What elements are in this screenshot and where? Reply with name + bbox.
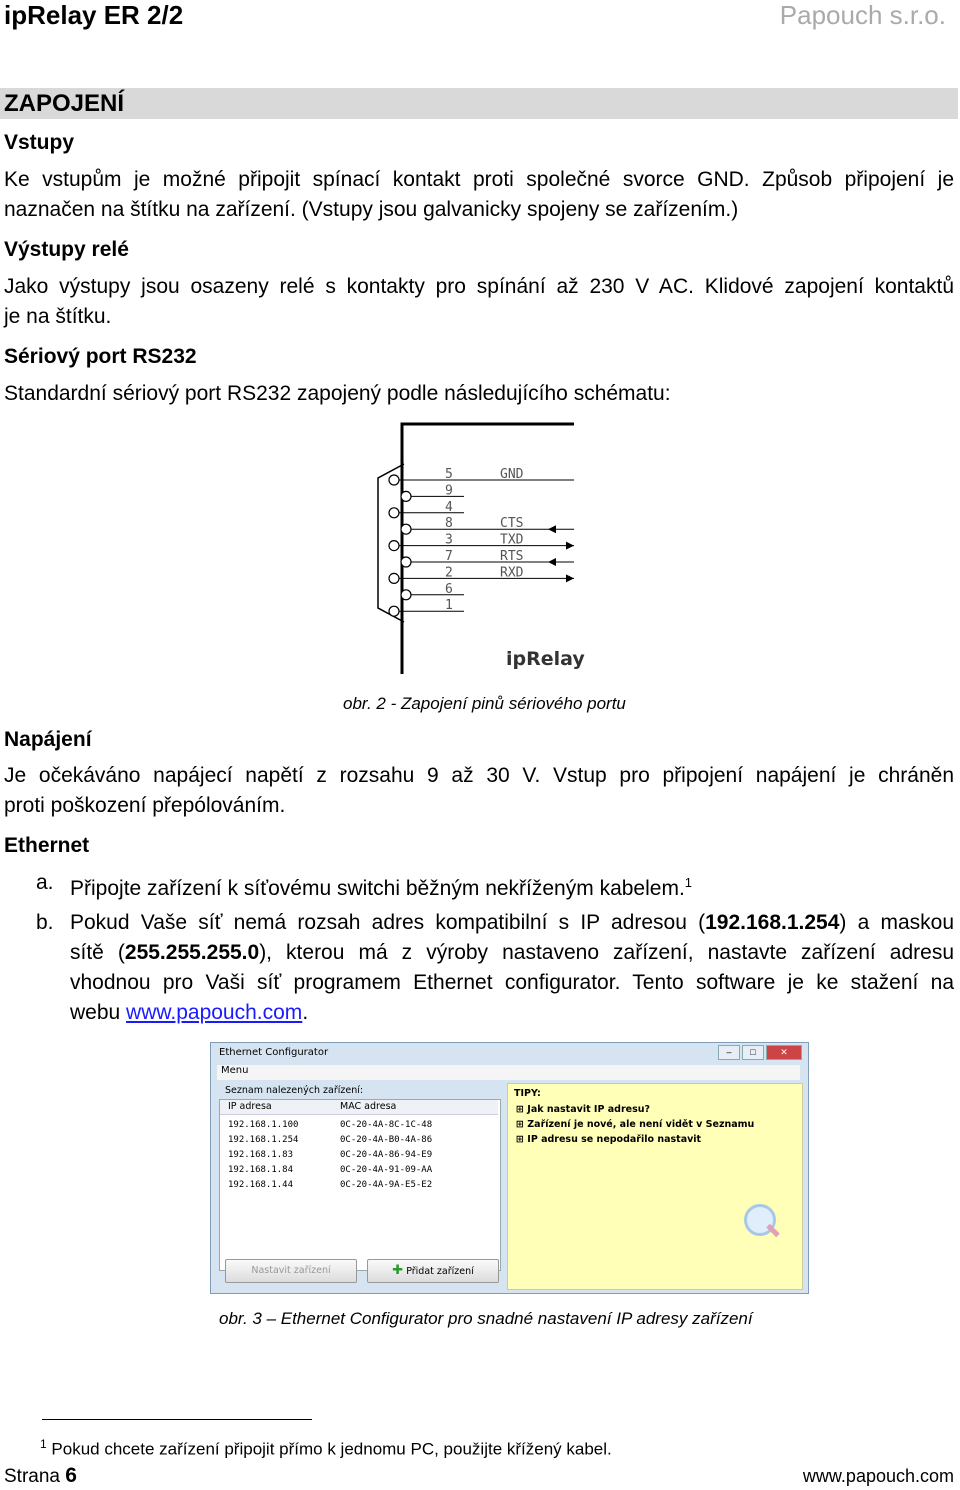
item-b-line4 (70, 998, 954, 1028)
expand-icon: ⊞ (516, 1104, 528, 1115)
pin-label: 3 (445, 532, 453, 548)
serial-caption: obr. 2 - Zapojení pinů sériového portu (343, 694, 626, 713)
item-a-marker: a. (36, 871, 54, 894)
pin-label: 8 (445, 516, 453, 532)
signal-arrow (548, 558, 556, 566)
section-title: ZAPOJENÍ (4, 90, 125, 117)
menu-item[interactable]: Menu (221, 1065, 249, 1076)
footnote (40, 1437, 612, 1460)
col-mac-header: MAC adresa (340, 1101, 397, 1112)
power-line1: Je očekáváno napájecí napětí z rozsahu 9 až 30 V. Vstup pro připojení napájení je chráněn (4, 764, 954, 787)
pin-label: 6 (445, 581, 453, 597)
default-ip: 192.168.1.254 (705, 911, 840, 934)
row-mac: 0C-20-4A-91-09-AA (340, 1165, 433, 1175)
pin-circle (389, 606, 399, 616)
pin-circle (401, 491, 411, 501)
b-line2-pre: sítě ( (70, 941, 125, 964)
footer-url: www.papouch.com (802, 1466, 954, 1486)
add-device-label: Přidat zařízení (406, 1266, 474, 1277)
signal-label: GND (500, 467, 524, 482)
signal-label: TXD (500, 532, 524, 548)
signal-label: CTS (500, 516, 524, 532)
configurator-caption: obr. 3 – Ethernet Configurator pro snadné nastavení IP adresy zařízení (219, 1309, 753, 1328)
row-ip: 192.168.1.83 (228, 1150, 294, 1160)
tip-label: Jak nastavit IP adresu? (527, 1104, 651, 1115)
serial-text: Standardní sériový port RS232 zapojený podle následujícího schématu: (4, 382, 671, 405)
device-label: ipRelay (506, 648, 585, 670)
rs232-schematic (370, 418, 590, 680)
window-controls (718, 1045, 802, 1060)
signal-arrow (548, 525, 556, 533)
minimize-icon[interactable]: – (718, 1045, 740, 1060)
b-line2-post: ), kterou má z výroby nastaveno zařízení, nastavte zařízení adresu (259, 941, 954, 964)
tip-item[interactable] (516, 1104, 650, 1115)
device-list-title: Seznam nalezených zařízení: (225, 1085, 364, 1096)
item-b-marker: b. (36, 911, 54, 934)
pin-label: 7 (445, 549, 453, 564)
b-line4-pre: webu (70, 1001, 127, 1024)
pin-circle (389, 475, 399, 485)
tips-pane (507, 1083, 803, 1290)
document-title: ipRelay ER 2/2 (4, 0, 184, 30)
row-mac: 0C-20-4A-9A-E5-E2 (340, 1180, 433, 1190)
window-title: Ethernet Configurator (219, 1047, 329, 1058)
item-b-line2 (70, 938, 954, 968)
item-a-text (70, 868, 950, 904)
signal-label: RTS (500, 549, 524, 564)
b-line1-pre: Pokud Vaše síť nemá rozsah adres kompatibilní s IP adresou ( (70, 911, 706, 934)
page-number (4, 1464, 77, 1488)
section-bar (0, 88, 958, 119)
pin-circle (401, 590, 411, 600)
footnote-text: Pokud chcete zařízení připojit přímo k jednomu PC, použijte křížený kabel. (51, 1439, 612, 1459)
pin-circle (389, 541, 399, 551)
signal-arrow (566, 574, 574, 582)
footnote-divider (42, 1419, 312, 1420)
b-line4-post: . (302, 1001, 309, 1024)
signal-label: RXD (500, 565, 524, 581)
row-ip: 192.168.1.44 (228, 1180, 294, 1190)
tip-item[interactable] (516, 1119, 754, 1130)
papouch-link[interactable]: www.papouch.com (126, 1001, 303, 1024)
inputs-line2: naznačen na štítku na zařízení. (Vstupy jsou galvanicky spojeny se zařízením.) (4, 198, 739, 221)
device-list (219, 1099, 501, 1271)
pin-circle (401, 524, 411, 534)
row-mac: 0C-20-4A-86-94-E9 (340, 1150, 433, 1160)
b-line1-post: ) a maskou (839, 911, 954, 934)
power-line2: proti poškození přepólováním. (4, 794, 286, 817)
pin-circle (401, 557, 411, 567)
page-number-value: 6 (65, 1464, 77, 1487)
signal-arrow (566, 542, 574, 550)
row-ip: 192.168.1.84 (228, 1165, 294, 1175)
pin-label: 9 (445, 483, 453, 499)
close-icon[interactable]: ✕ (766, 1045, 802, 1060)
pin-label: 4 (445, 499, 453, 515)
expand-icon: ⊞ (516, 1134, 528, 1145)
footnote-number: 1 (40, 1437, 47, 1451)
add-device-button[interactable] (367, 1259, 499, 1283)
row-mac: 0C-20-4A-B0-4A-86 (340, 1135, 433, 1145)
set-device-button[interactable]: Nastavit zařízení (225, 1259, 357, 1283)
pin-label: 5 (445, 467, 453, 482)
row-ip: 192.168.1.100 (228, 1120, 299, 1130)
item-b-line1 (70, 908, 954, 938)
page-label: Strana (4, 1466, 60, 1487)
inputs-line1: Ke vstupům je možné připojit spínací kontakt proti společné svorce GND. Způsob připojení je (4, 168, 954, 191)
col-ip-header: IP adresa (228, 1101, 272, 1112)
tips-title: TIPY: (514, 1088, 541, 1099)
plus-icon: ✚ (392, 1263, 404, 1278)
tip-label: Zařízení je nové, ale není vidět v Seznamu (527, 1119, 755, 1130)
company-name: Papouch s.r.o. (779, 0, 946, 30)
menu-bar (217, 1065, 800, 1080)
pin-label: 2 (445, 565, 453, 581)
configurator-window (210, 1042, 809, 1294)
expand-icon: ⊞ (516, 1119, 528, 1130)
outputs-line1: Jako výstupy jsou osazeny relé s kontakty pro spínání až 230 V AC. Klidové zapojení kontaktů (4, 275, 954, 298)
row-mac: 0C-20-4A-8C-1C-48 (340, 1120, 433, 1130)
item-b-line3: vhodnou pro Vaši síť programem Ethernet configurator. Tento software je ke stažení na (70, 971, 954, 994)
default-mask: 255.255.255.0 (124, 941, 260, 964)
maximize-icon[interactable]: □ (742, 1045, 764, 1060)
ethernet-heading: Ethernet (4, 834, 90, 857)
serial-heading: Sériový port RS232 (4, 345, 197, 368)
item-a-body: Připojte zařízení k síťovému switchi běžným nekříženým kabelem. (70, 877, 685, 900)
pin-circle (389, 508, 399, 518)
tip-label: IP adresu se nepodařilo nastavit (527, 1134, 702, 1145)
power-heading: Napájení (4, 728, 92, 751)
outputs-heading: Výstupy relé (4, 238, 129, 261)
pin-circle (389, 573, 399, 583)
inputs-heading: Vstupy (4, 131, 75, 154)
pin-label: 1 (445, 598, 453, 614)
footnote-ref: 1 (684, 875, 693, 890)
outputs-line2: je na štítku. (4, 305, 112, 328)
row-ip: 192.168.1.254 (228, 1135, 299, 1145)
tip-item[interactable] (516, 1134, 701, 1145)
